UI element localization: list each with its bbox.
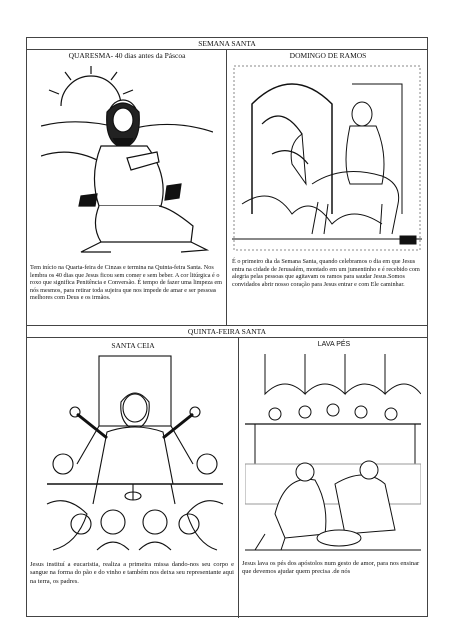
panel-caption-lava-pes: LAVA PÉS xyxy=(317,341,351,348)
divider xyxy=(27,49,427,50)
palm-sunday-illustration xyxy=(232,64,422,254)
jesus-praying-illustration xyxy=(41,66,213,256)
panel-text-domingo-de-ramos: É o primeiro dia da Semana Santa, quando celebramos o dia em que Jesus entra na cidade de Jerusalém, montado em um jumentinho e é recebido com alegria pelas pessoas que agitavam os ramos para saudar Jesus.Somos convidados abrir nosso coração para Jesus entrar e com Ele caminhar. xyxy=(232,258,420,288)
panel-caption-domingo-de-ramos: DOMINGO DE RAMOS xyxy=(289,51,367,60)
foot-washing-illustration xyxy=(245,354,421,554)
section-title: QUINTA-FEIRA SANTA xyxy=(187,327,267,336)
column-divider xyxy=(238,337,239,618)
panel-caption-quaresma: QUARESMA- 40 dias antes da Páscoa xyxy=(68,51,186,60)
panel-caption-santa-ceia: SANTA CEIA xyxy=(111,341,155,350)
page-frame xyxy=(26,37,428,617)
panel-text-santa-ceia: Jesus instituí a eucaristia, realiza a primeira missa dando-nos seu corpo e sangue na forma do pão e do vinho e também nos deixa seu representante aqui na terra, os padres. xyxy=(30,561,234,585)
panel-text-quaresma: Tem início na Quarta-feira de Cinzas e termina na Quinta-feira Santa. Nos lembra os 40 dias que Jesus ficou sem comer e sem beber. A cor litúrgica é o roxo que significa Penitência e Conversão. É tempo de fazer uma limpeza em nós mesmos, para retirar toda sujeira que nos impede de amar e ser pessoas melhores com Deus e os irmãos. xyxy=(30,264,222,302)
divider xyxy=(27,325,427,326)
page-title: SEMANA SANTA xyxy=(198,39,256,48)
last-supper-illustration xyxy=(37,354,233,554)
divider xyxy=(27,337,427,338)
panel-text-lava-pes: Jesus lava os pés dos apóstolos num gesto de amor, para nos ensinar que devemos ajudar quem precisa .de nós xyxy=(242,560,420,576)
column-divider xyxy=(226,49,227,325)
